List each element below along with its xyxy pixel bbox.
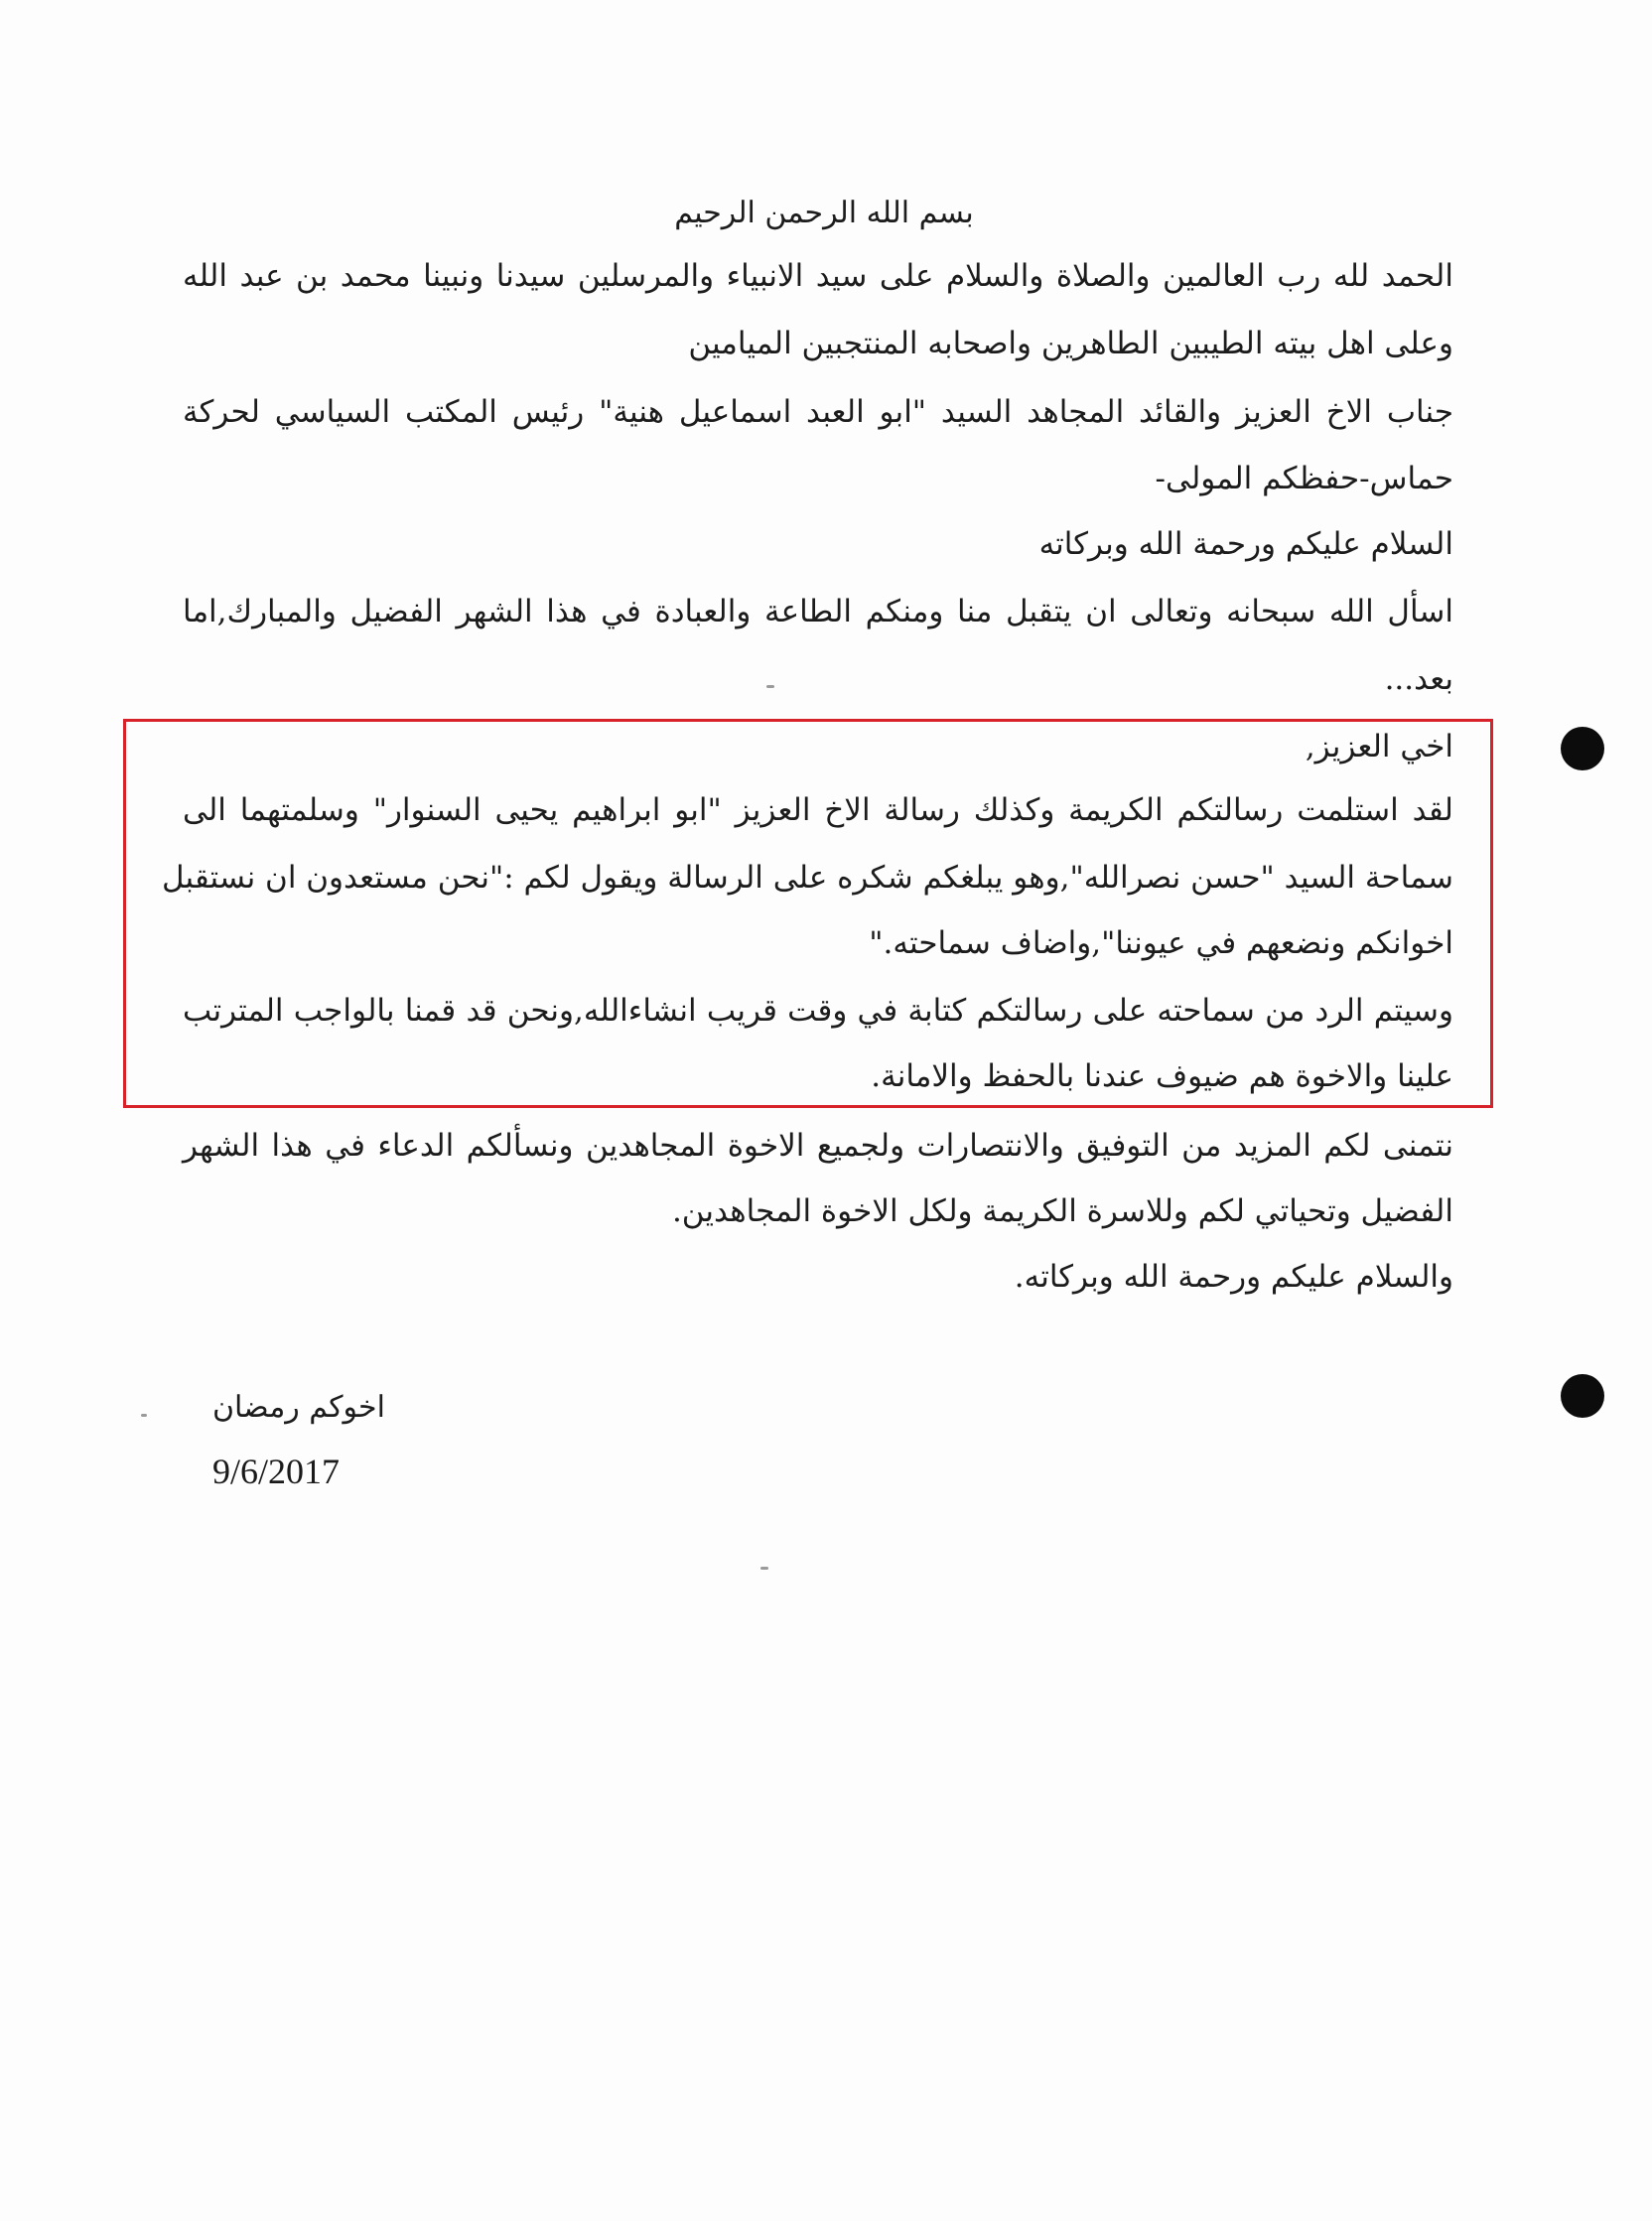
bismillah-heading: بسم الله الرحمن الرحيم [674, 196, 974, 230]
opening-line-1: الحمد لله رب العالمين والصلاة والسلام على سيد الانبياء والمرسلين سيدنا ونبينا محمد بن عبد الله [183, 258, 1453, 294]
bullet-dot [1561, 727, 1604, 770]
highlighted-line-2: سماحة السيد "حسن نصرالله",وهو يبلغكم شكره على الرسالة ويقول لكم :"نحن مستعدون ان نستقبل [162, 860, 1453, 896]
bullet-dot [1561, 1374, 1604, 1418]
closing-greeting: والسلام عليكم ورحمة الله وبركاته. [1014, 1259, 1453, 1295]
highlighted-line-3: اخوانكم ونضعهم في عيوننا",واضاف سماحته." [869, 925, 1453, 961]
highlighted-line-1: لقد استلمت رسالتكم الكريمة وكذلك رسالة الاخ العزيز "ابو ابراهيم يحيى السنوار" وسلمتهما الى [183, 792, 1453, 828]
prayer-line-2: بعد... [1384, 661, 1453, 697]
scan-speck [760, 1567, 768, 1570]
prayer-line-1: اسأل الله سبحانه وتعالى ان يتقبل منا ومنكم الطاعة والعبادة في هذا الشهر الفضيل والمبارك,اما [183, 594, 1453, 629]
address-line-2: حماس-حفظكم المولى- [1155, 461, 1453, 496]
highlighted-line-5: علينا والاخوة هم ضيوف عندنا بالحفظ والامانة. [871, 1058, 1453, 1094]
closing-line-1: نتمنى لكم المزيد من التوفيق والانتصارات ولجميع الاخوة المجاهدين ونسألكم الدعاء في هذا الشهر [183, 1128, 1453, 1164]
address-line-1: جناب الاخ العزيز والقائد المجاهد السيد "ابو العبد اسماعيل هنية" رئيس المكتب السياسي لحركة [183, 394, 1453, 430]
highlight-box [123, 719, 1493, 1108]
highlighted-line-4: وسيتم الرد من سماحته على رسالتكم كتابة في وقت قريب انشاءالله,ونحن قد قمنا بالواجب المترتب [183, 993, 1453, 1029]
signature: اخوكم رمضان [212, 1390, 385, 1425]
highlighted-salutation: اخي العزيز, [1305, 729, 1453, 764]
closing-line-2: الفضيل وتحياتي لكم وللاسرة الكريمة ولكل الاخوة المجاهدين. [671, 1193, 1453, 1229]
greeting-line: السلام عليكم ورحمة الله وبركاته [1038, 526, 1453, 562]
scan-speck [766, 685, 774, 688]
opening-line-2: وعلى اهل بيته الطيبين الطاهرين واصحابه المنتجبين الميامين [688, 326, 1453, 361]
scan-speck [141, 1414, 147, 1417]
letter-date: 9/6/2017 [212, 1452, 341, 1491]
